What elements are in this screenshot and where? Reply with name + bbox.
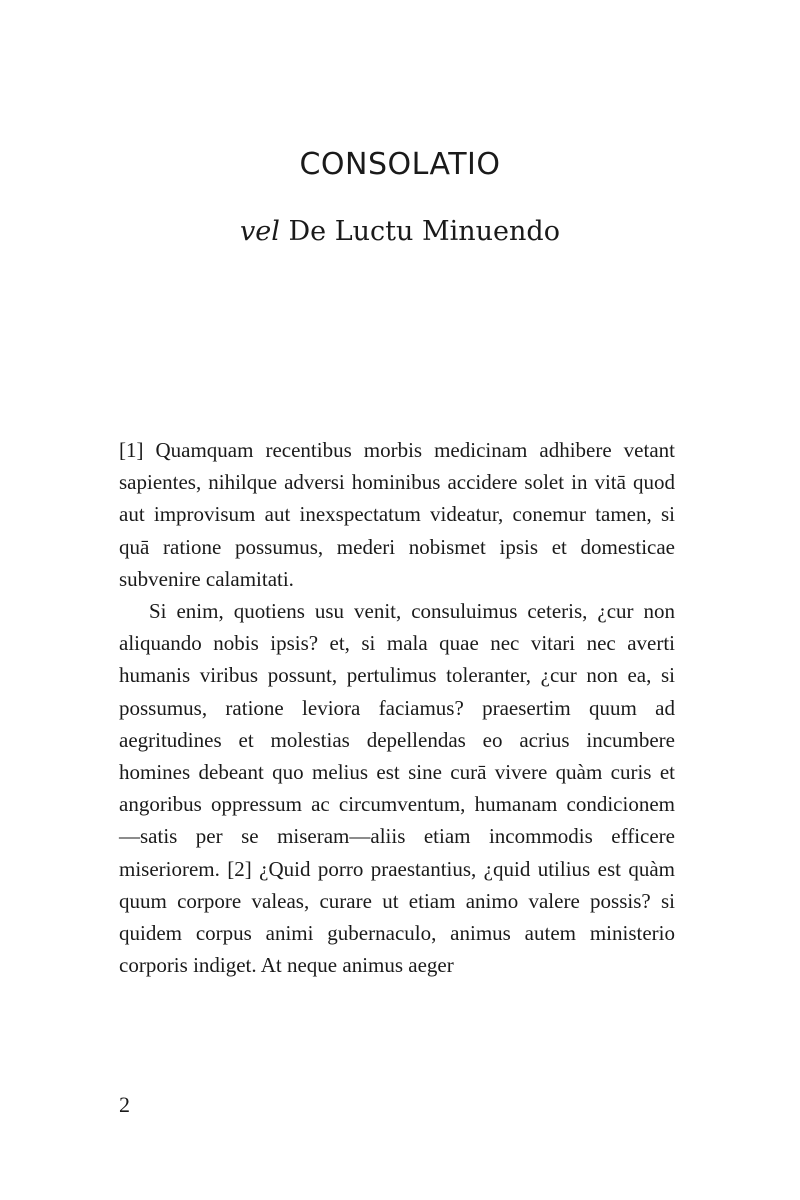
page-number: 2 <box>119 1092 130 1117</box>
chapter-title: CONSOLATIO <box>299 147 501 182</box>
subtitle-text: De Luctu Minuendo <box>288 216 560 247</box>
paragraph-2: Si enim, quotiens usu venit, consuluimus ceteris, ¿cur non aliquando nobis ipsis? et, si mala quae nec vitari nec averti humanis viribus possunt, pertulimus toleranter, ¿cur non ea, si possumus, ratione leviora faciamus? praesertim quum ad aegritudines et molestias depellendas eo acrius incumbere homines debeant quo melius est sine curā vivere quàm curis et angoribus oppressum ac circumventum, humanam condicionem—satis per se miseram—aliis etiam incommodis efficere miseriorem. [2] ¿Quid porro praestantius, ¿quid utilius est quàm quum corpore valeas, curare ut etiam animo valere possis? si quidem corpus animi gubernaculo, animus autem ministerio corporis indiget. At neque animus aeger <box>119 599 675 978</box>
subtitle-italic-word: vel <box>240 216 280 247</box>
paragraph-1: [1] Quamquam recentibus morbis medicinam adhibere vetant sapientes, nihilque adversi hominibus accidere solet in vitā quod aut improvisum aut inexspectatum videatur, conemur tamen, si quā ratione possumus, mederi nobismet ipsis et domesticae subvenire calamitati. <box>119 438 675 591</box>
body-text <box>119 434 675 981</box>
chapter-subtitle <box>0 210 800 254</box>
